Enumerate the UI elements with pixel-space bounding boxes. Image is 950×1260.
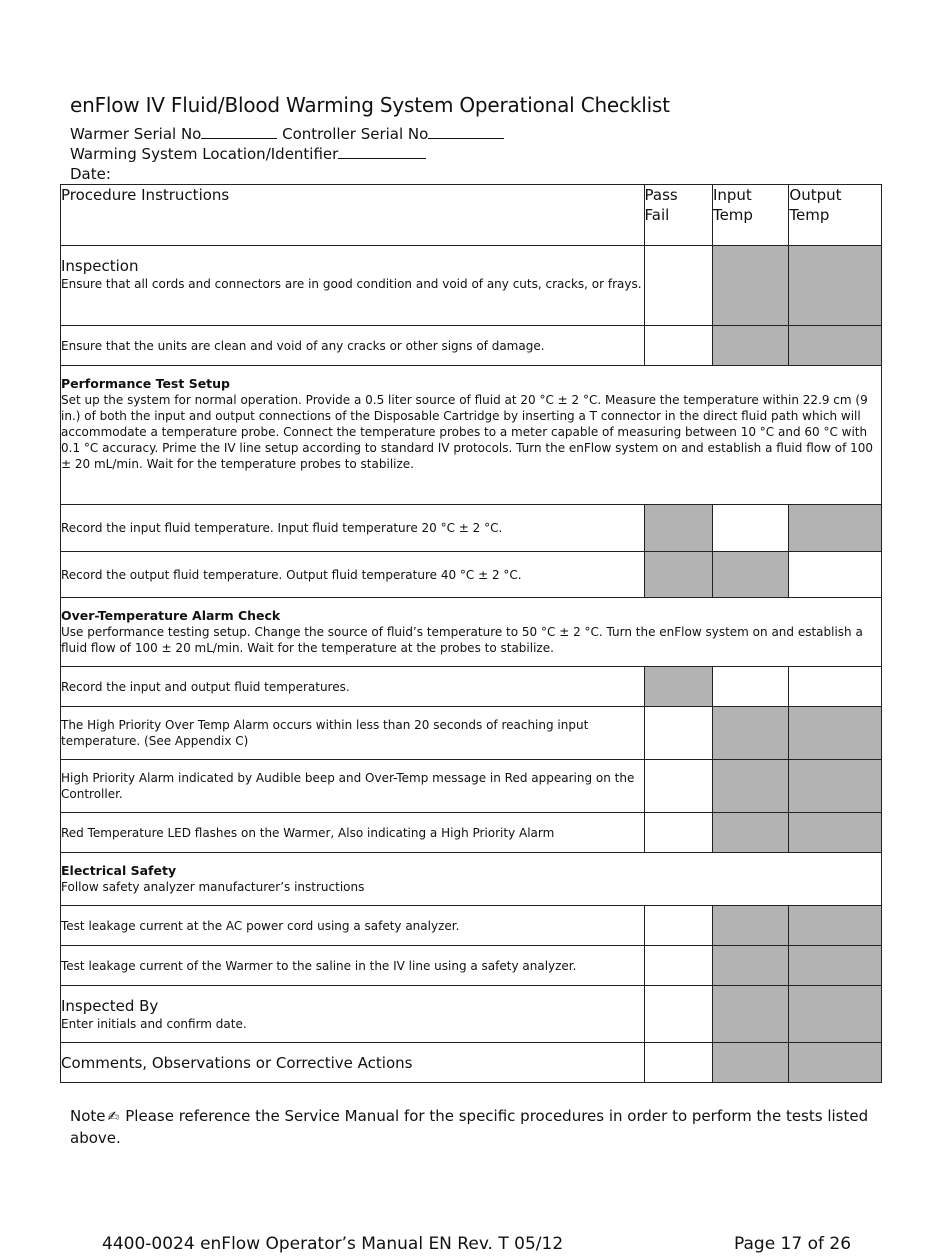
shaded-cell	[712, 552, 788, 598]
date-line	[70, 164, 900, 184]
electrical-title: Electrical Safety	[61, 863, 177, 878]
table-row	[61, 813, 882, 853]
shaded-cell	[789, 246, 882, 326]
note-block	[70, 1106, 870, 1149]
leak-ac-cell	[61, 906, 645, 946]
controller-serial-label: Controller Serial No	[282, 125, 429, 143]
table-row	[61, 552, 882, 598]
shaded-cell	[712, 326, 788, 366]
inspection-text: Ensure that all cords and connectors are in good condition and void of any cuts, cracks, or frays.	[61, 277, 642, 291]
table-row	[61, 366, 882, 505]
warmer-serial-field[interactable]	[201, 124, 277, 139]
leak-saline-text: Test leakage current of the Warmer to the saline in the IV line using a safety analyzer.	[61, 958, 577, 973]
table-row	[61, 1043, 882, 1083]
shaded-cell	[712, 946, 788, 986]
pass-fail-cell[interactable]	[644, 246, 712, 326]
record-output-cell	[61, 552, 645, 598]
alarm-indicated-text: High Priority Alarm indicated by Audible beep and Over-Temp message in Red appearing on the Controller.	[61, 771, 635, 801]
leak-saline-cell	[61, 946, 645, 986]
led-text: Red Temperature LED flashes on the Warmer, Also indicating a High Priority Alarm	[61, 825, 555, 840]
record-input-cell	[61, 505, 645, 552]
location-label: Warming System Location/Identifier	[70, 145, 339, 163]
led-cell	[61, 813, 645, 853]
electrical-safety-cell	[61, 853, 882, 906]
inspected-text: Enter initials and confirm date.	[61, 1017, 247, 1031]
warmer-serial-label: Warmer Serial No	[70, 125, 202, 143]
shaded-cell	[789, 707, 882, 760]
performance-title: Performance Test Setup	[61, 376, 231, 391]
comments-title: Comments, Observations or Corrective Actions	[61, 1053, 413, 1072]
comments-cell	[61, 1043, 645, 1083]
table-row	[61, 760, 882, 813]
shaded-cell	[789, 505, 882, 552]
shaded-cell	[789, 906, 882, 946]
record-both-cell	[61, 667, 645, 707]
table-row	[61, 853, 882, 906]
shaded-cell	[789, 946, 882, 986]
header-input-temp-label: Temp	[712, 206, 753, 224]
record-input-text: Record the input fluid temperature. Input fluid temperature 20 °C ± 2 °C.	[61, 521, 503, 535]
shaded-cell	[644, 505, 712, 552]
header-output-temp	[789, 185, 882, 246]
header-procedure: Procedure Instructions	[61, 185, 645, 246]
table-row	[61, 598, 882, 667]
inspected-by-cell	[61, 986, 645, 1043]
initials-cell[interactable]	[644, 986, 712, 1043]
controller-serial-field[interactable]	[428, 124, 504, 139]
table-row	[61, 326, 882, 366]
shaded-cell	[789, 326, 882, 366]
header-fail: Fail	[644, 206, 670, 224]
header-input: Input	[712, 186, 752, 204]
shaded-cell	[644, 552, 712, 598]
input-temp-cell[interactable]	[712, 667, 788, 707]
shaded-cell	[712, 813, 788, 853]
output-temp-cell[interactable]	[789, 667, 882, 707]
input-temp-cell[interactable]	[712, 505, 788, 552]
shaded-cell	[789, 760, 882, 813]
shaded-cell	[644, 667, 712, 707]
performance-setup-cell	[61, 366, 882, 505]
footer-doc-id: 4400-0024 enFlow Operator’s Manual EN Rev. T 05/12	[102, 1234, 564, 1254]
table-row	[61, 946, 882, 986]
output-temp-cell[interactable]	[789, 552, 882, 598]
electrical-text: Follow safety analyzer manufacturer’s instructions	[61, 880, 365, 894]
alarm-within-text: The High Priority Over Temp Alarm occurs within less than 20 seconds of reaching input temperature. (See Appendix C)	[61, 718, 589, 748]
record-output-text: Record the output fluid temperature. Output fluid temperature 40 °C ± 2 °C.	[61, 567, 522, 582]
alarm-within-cell	[61, 707, 645, 760]
location-line	[70, 144, 900, 164]
shaded-cell	[712, 707, 788, 760]
overtemp-cell	[61, 598, 882, 667]
header-output-temp-label: Temp	[789, 206, 830, 224]
shaded-cell	[712, 906, 788, 946]
pass-fail-cell[interactable]	[644, 946, 712, 986]
checklist-header	[70, 92, 900, 184]
inspected-title: Inspected By	[61, 997, 159, 1015]
table-header-row	[61, 185, 882, 246]
table-row	[61, 667, 882, 707]
header-pass-fail	[644, 185, 712, 246]
footer-page-number: Page 17 of 26	[734, 1234, 852, 1254]
shaded-cell	[712, 760, 788, 813]
location-field[interactable]	[338, 144, 426, 159]
page-title: enFlow IV Fluid/Blood Warming System Operational Checklist	[70, 93, 670, 117]
table-row	[61, 986, 882, 1043]
shaded-cell	[712, 986, 788, 1043]
checklist-table	[60, 184, 882, 1083]
pass-fail-cell[interactable]	[644, 906, 712, 946]
inspection-cell	[61, 246, 645, 326]
overtemp-title: Over-Temperature Alarm Check	[61, 608, 281, 623]
pass-fail-cell[interactable]	[644, 813, 712, 853]
shaded-cell	[789, 986, 882, 1043]
record-both-text: Record the input and output fluid temperatures.	[61, 679, 350, 694]
overtemp-text: Use performance testing setup. Change the source of fluid’s temperature to 50 °C ± 2 °C. Turn the enFlow system on and establish a fluid flow of 100 ± 20 mL/min. Wait for the temperature at the probes to stabilize.	[61, 625, 863, 655]
header-output: Output	[789, 186, 842, 204]
note-text: Please reference the Service Manual for the specific procedures in order to perform the tests listed above.	[70, 1107, 869, 1147]
clean-text: Ensure that the units are clean and void of any cracks or other signs of damage.	[61, 338, 545, 353]
note-label: Note	[70, 1107, 106, 1125]
serial-line	[70, 124, 900, 144]
table-row	[61, 707, 882, 760]
table-row	[61, 906, 882, 946]
alarm-indicated-cell	[61, 760, 645, 813]
header-pass: Pass	[644, 186, 678, 204]
table-row	[61, 505, 882, 552]
header-input-temp	[712, 185, 788, 246]
pencil-icon: ✍	[107, 1109, 120, 1125]
leak-ac-text: Test leakage current at the AC power cord using a safety analyzer.	[61, 918, 460, 933]
shaded-cell	[712, 246, 788, 326]
pass-fail-cell[interactable]	[644, 760, 712, 813]
table-row	[61, 246, 882, 326]
shaded-cell	[712, 1043, 788, 1083]
pass-fail-cell[interactable]	[644, 707, 712, 760]
shaded-cell	[789, 1043, 882, 1083]
pass-fail-cell[interactable]	[644, 326, 712, 366]
inspection-title: Inspection	[61, 257, 139, 275]
performance-text: Set up the system for normal operation. Provide a 0.5 liter source of fluid at 20 °C ± 2 °C. Measure the temperature within 22.9 cm (9 in.) of both the input and output connections of the Disposable Cartridge by inserting a T connector in the direct fluid path which will accommodate a temperature probe. Connect the temperature probes to a meter capable of measuring between 10 °C and 60 °C with 0.1 °C accuracy. Prime the IV line setup according to standard IV protocols. Turn the enFlow system on and establish a fluid flow of 100 ± 20 mL/min. Wait for the temperature probes to stabilize.	[61, 393, 874, 471]
comments-entry-cell[interactable]	[644, 1043, 712, 1083]
date-label: Date:	[70, 165, 111, 183]
shaded-cell	[789, 813, 882, 853]
clean-cell	[61, 326, 645, 366]
